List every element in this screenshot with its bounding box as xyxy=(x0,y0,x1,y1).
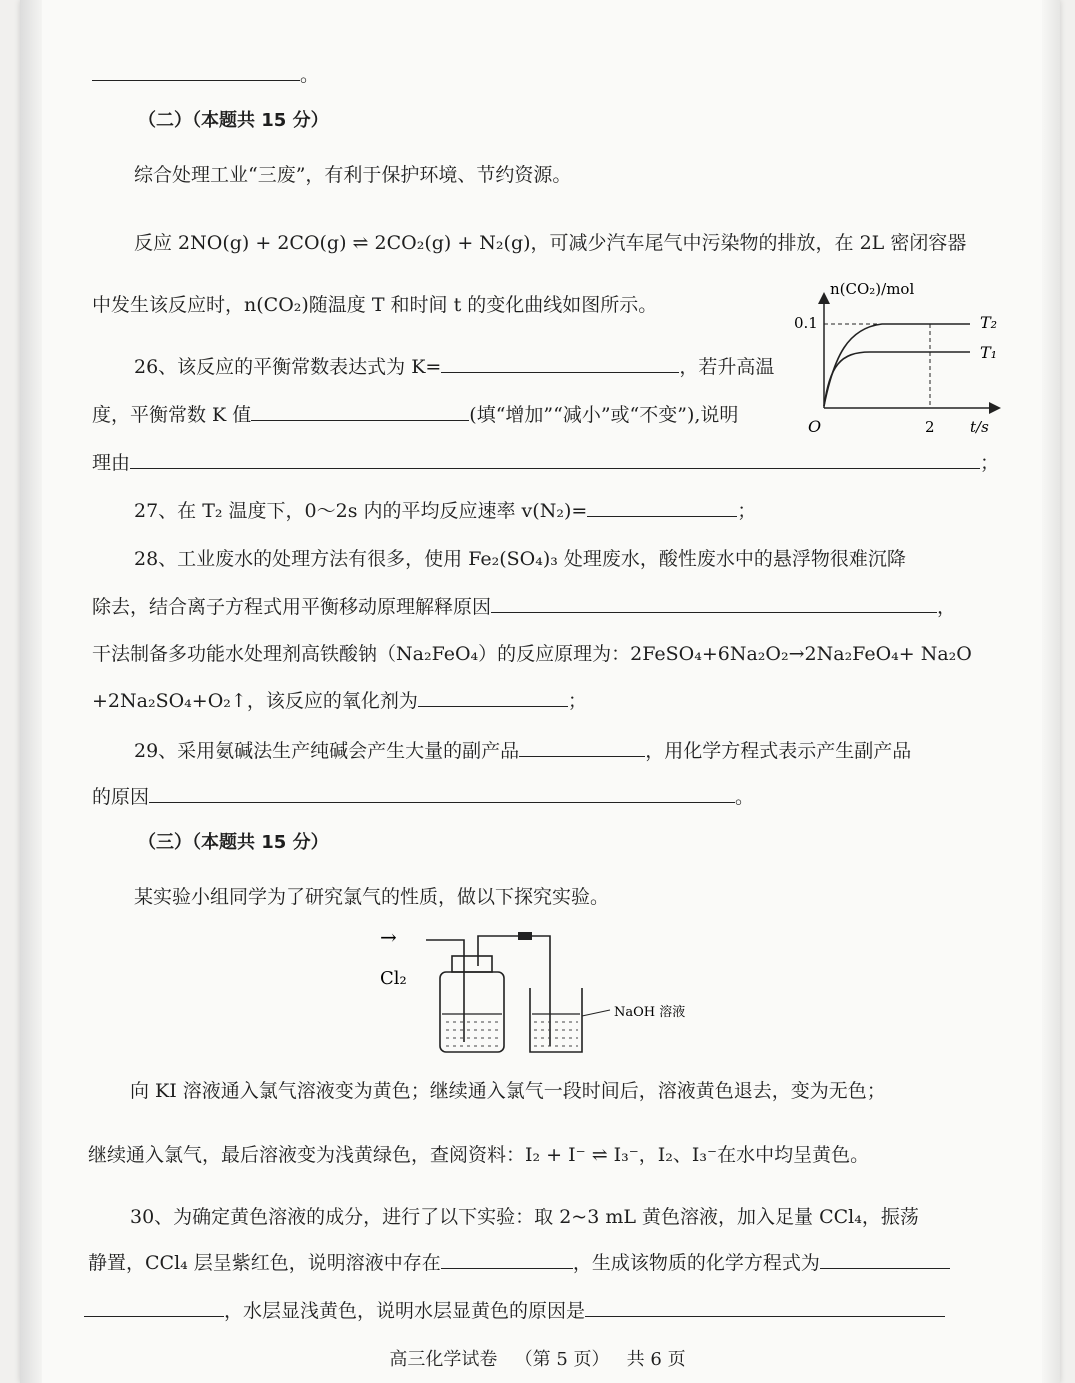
q28-line4: +2Na₂SO₄+O₂↑，该反应的氧化剂为 ； xyxy=(92,690,587,712)
q30-substance-blank[interactable] xyxy=(441,1250,573,1269)
graph-origin: O xyxy=(808,417,822,436)
beaker xyxy=(530,988,582,1052)
q30-equation-blank-cont[interactable] xyxy=(84,1298,224,1317)
q30-line2: 静置，CCl₄ 层呈紫红色，说明溶液中存在 ，生成该物质的化学方程式为 xyxy=(88,1250,950,1276)
answer-blank[interactable] xyxy=(92,62,300,81)
observation-line2: 继续通入氯气，最后溶液变为浅黄绿色，查阅资料：I₂ + I⁻ ⇌ I₃⁻，I₂、I₃⁻在水中均呈黄色。 xyxy=(88,1144,870,1166)
chlorine-apparatus-diagram xyxy=(370,922,710,1062)
q28-reason-blank[interactable] xyxy=(491,594,937,613)
reaction-line-2: 中发生该反应时，n(CO₂)随温度 T 和时间 t 的变化曲线如图所示。 xyxy=(92,294,658,316)
q29-byproduct-blank[interactable] xyxy=(519,738,645,757)
graph-y-tick: 0.1 xyxy=(794,314,818,332)
q26-line2: 度，平衡常数 K 值 (填“增加”“减小”或“不变”),说明 xyxy=(92,404,739,426)
gas-arrow: → xyxy=(380,925,397,949)
bottle-stopper xyxy=(452,956,492,972)
q26-k-blank[interactable] xyxy=(441,354,679,373)
q26-k-change-blank[interactable] xyxy=(251,402,469,421)
observation-line1: 向 KI 溶液通入氯气溶液变为黄色；继续通入氯气一段时间后，溶液黄色退去，变为无色； xyxy=(130,1080,886,1102)
q28-oxidant-blank[interactable] xyxy=(418,688,568,707)
q30-reason-blank[interactable] xyxy=(585,1298,945,1317)
q29-line1: 29、采用氨碱法生产纯碱会产生大量的副产品 ，用化学方程式表示产生副产品 xyxy=(134,740,912,762)
bottle-liquid-hatch xyxy=(446,1022,498,1046)
q27-line: 27、在 T₂ 温度下，0～2s 内的平均反应速率 v(N₂)= ； xyxy=(134,500,757,522)
naoh-pointer xyxy=(582,1010,610,1016)
section3-intro: 某实验小组同学为了研究氯气的性质，做以下探究实验。 xyxy=(134,886,610,908)
curve-T2 xyxy=(824,324,970,406)
co2-time-graph xyxy=(790,276,1010,446)
section2-heading: （二）（本题共 15 分） xyxy=(138,110,329,131)
q29-line2: 的原因 。 xyxy=(92,786,755,808)
q29-reason-blank[interactable] xyxy=(149,784,735,803)
q28-line3: 干法制备多功能水处理剂高铁酸钠（Na₂FeO₄）的反应原理为：2FeSO₄+6Na₂O₂→2Na₂FeO₄+ Na₂O xyxy=(92,643,972,665)
beaker-liquid-hatch xyxy=(534,1022,578,1046)
naoh-label: NaOH 溶液 xyxy=(614,1005,686,1020)
wash-bottle xyxy=(440,972,504,1052)
graph-x-tick: 2 xyxy=(925,418,935,436)
q26-reason-blank[interactable] xyxy=(130,450,980,469)
curve-T1 xyxy=(824,352,970,406)
page-right-edge xyxy=(1042,0,1060,1383)
q28-line2: 除去，结合离子方程式用平衡移动原理解释原因 ， xyxy=(92,596,957,618)
section3-heading: （三）（本题共 15 分） xyxy=(138,832,329,853)
q30-line3: ，水层显浅黄色，说明水层显黄色的原因是 xyxy=(84,1298,945,1324)
gas-label: Cl₂ xyxy=(380,968,407,989)
rubber-joint xyxy=(518,932,532,940)
q26-line3: 理由 ； xyxy=(92,452,1000,474)
page-footer: 高三化学试卷 （第 5 页） 共 6 页 xyxy=(389,1349,686,1370)
graph-ylabel: n(CO₂)/mol xyxy=(830,280,915,298)
label-T2: T₂ xyxy=(980,313,998,332)
reaction-line-1: 反应 2NO(g) + 2CO(g) ⇌ 2CO₂(g) + N₂(g)，可减少汽车尾气中污染物的排放，在 2L 密闭容器 xyxy=(134,232,967,254)
q27-rate-blank[interactable] xyxy=(587,498,737,517)
q26-line1: 26、该反应的平衡常数表达式为 K= ，若升高温 xyxy=(134,356,775,378)
q30-equation-blank[interactable] xyxy=(820,1250,950,1269)
page-shadow-edge xyxy=(20,0,42,1383)
section2-intro: 综合处理工业“三废”，有利于保护环境、节约资源。 xyxy=(134,164,572,186)
q30-line1: 30、为确定黄色溶液的成分，进行了以下实验：取 2~3 mL 黄色溶液，加入足量 CCl₄，振荡 xyxy=(130,1206,919,1228)
label-T1: T₁ xyxy=(980,343,998,362)
q28-line1: 28、工业废水的处理方法有很多，使用 Fe₂(SO₄)₃ 处理废水，酸性废水中的悬浮物很难沉降 xyxy=(134,548,906,570)
top-answer-line: 。 xyxy=(92,62,319,88)
graph-xlabel: t/s xyxy=(970,418,989,436)
